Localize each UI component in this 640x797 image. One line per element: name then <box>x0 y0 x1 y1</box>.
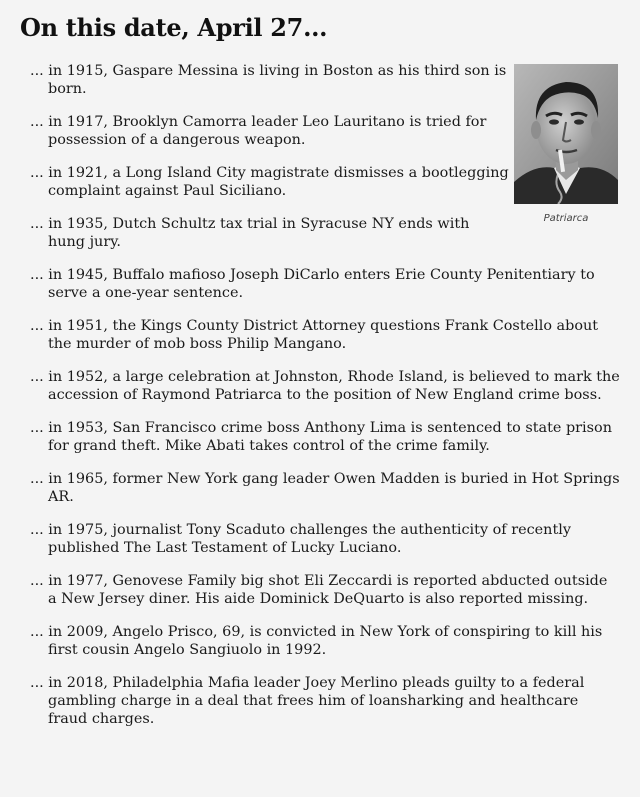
list-item: ... in 1921, a Long Island City magistrate dismisses a bootlegging complaint against Paul Siciliano. <box>30 165 509 199</box>
list-item: ... in 1951, the Kings County District Attorney questions Frank Costello about the murder of mob boss Philip Mangano. <box>30 318 599 352</box>
list-item: ... in 1977, Genovese Family big shot Eli Zeccardi is reported abducted outside a New Jersey diner. His aide Dominick DeQuarto is also reported missing. <box>30 573 608 607</box>
list-item: ... in 2018, Philadelphia Mafia leader Joey Merlino pleads guilty to a federal gambling charge in a deal that frees him of loansharking and healthcare fraud charges. <box>30 675 585 727</box>
page-title: On this date, April 27... <box>20 13 328 42</box>
photo-caption: Patriarca <box>543 213 589 224</box>
list-item: ... in 1945, Buffalo mafioso Joseph DiCarlo enters Erie County Penitentiary to serve a one-year sentence. <box>30 267 595 301</box>
list-item: ... in 1917, Brooklyn Camorra leader Leo Lauritano is tried for possession of a dangerous weapon. <box>30 114 487 148</box>
list-item: ... in 1915, Gaspare Messina is living in Boston as his third son is born. <box>30 63 507 97</box>
list-item: ... in 1953, San Francisco crime boss Anthony Lima is sentenced to state prison for grand theft. Mike Abati takes control of the crime family. <box>30 420 612 454</box>
list-item: ... in 1935, Dutch Schultz tax trial in Syracuse NY ends with hung jury. <box>30 216 470 250</box>
date-entries-list <box>30 62 620 743</box>
list-item: ... in 1965, former New York gang leader Owen Madden is buried in Hot Springs AR. <box>30 471 620 505</box>
list-item: ... in 1952, a large celebration at Johnston, Rhode Island, is believed to mark the accession of Raymond Patriarca to the position of New England crime boss. <box>30 369 620 403</box>
list-item: ... in 1975, journalist Tony Scaduto challenges the authenticity of recently published The Last Testament of Lucky Luciano. <box>30 522 571 556</box>
list-item: ... in 2009, Angelo Prisco, 69, is convicted in New York of conspiring to kill his first cousin Angelo Sangiuolo in 1992. <box>30 624 603 658</box>
